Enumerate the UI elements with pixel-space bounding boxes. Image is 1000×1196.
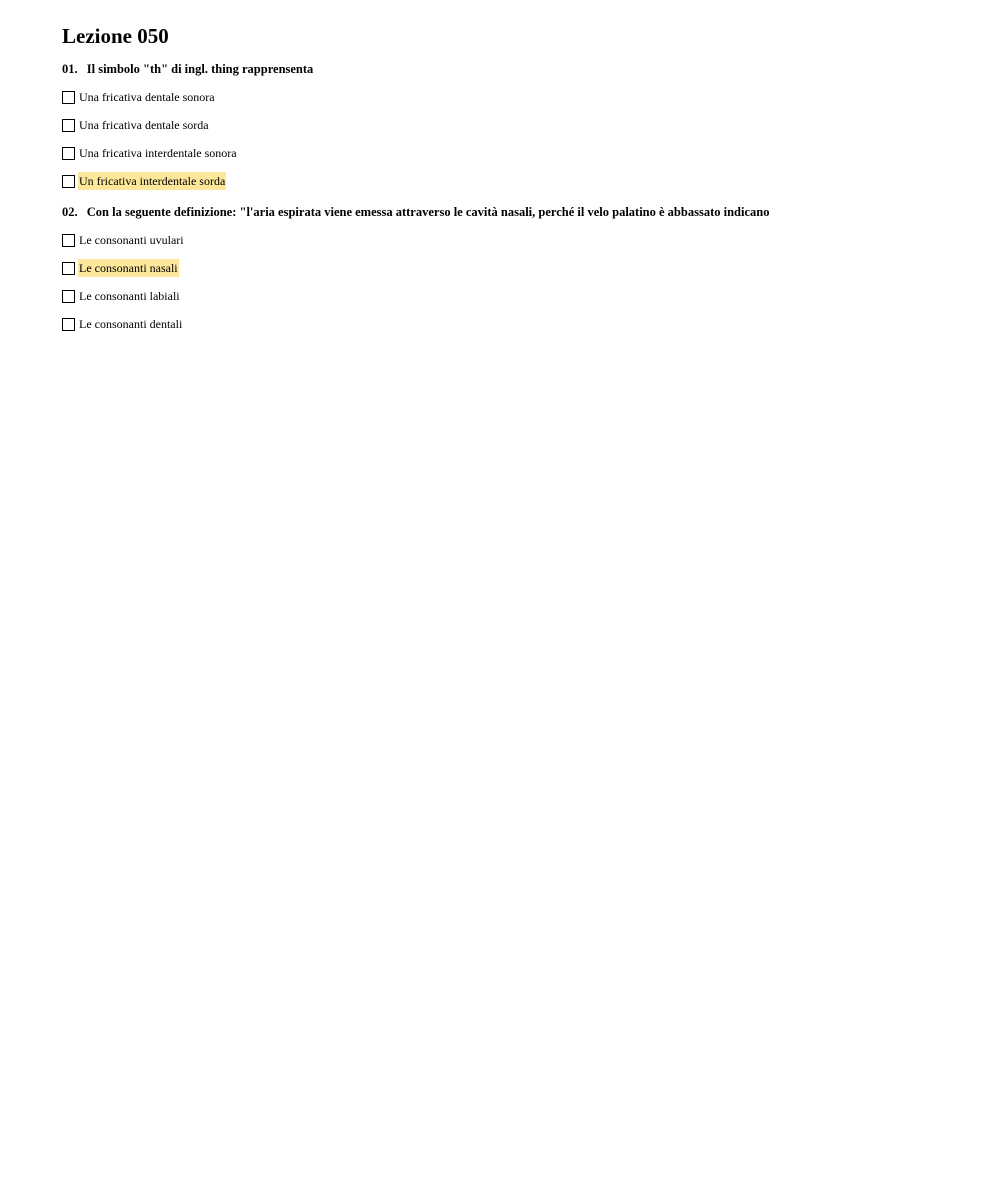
checkbox-icon[interactable] (62, 91, 75, 104)
checkbox-icon[interactable] (62, 147, 75, 160)
question-text: Con la seguente definizione: "l'aria espirata viene emessa attraverso le cavità nasali, perché il velo palatino è abbassato indicano (86, 205, 770, 219)
question-01 (62, 61, 962, 191)
lesson-title: Lezione 050 (62, 24, 169, 48)
answer-option[interactable] (62, 115, 962, 135)
question-heading (62, 61, 962, 77)
answer-label: Una fricativa dentale sorda (79, 118, 209, 132)
answer-label: Una fricativa interdentale sonora (79, 146, 237, 160)
checkbox-icon[interactable] (62, 234, 75, 247)
answer-option[interactable] (62, 87, 962, 107)
answer-label: Le consonanti labiali (79, 289, 180, 303)
checkbox-icon[interactable] (62, 290, 75, 303)
question-heading (62, 204, 962, 220)
answer-label-highlighted: Un fricativa interdentale sorda (79, 174, 226, 188)
question-02 (62, 204, 962, 334)
answer-label-highlighted: Le consonanti nasali (79, 261, 178, 275)
answer-label: Una fricativa dentale sonora (79, 90, 215, 104)
question-text: Il simbolo "th" di ingl. thing rapprensenta (86, 62, 314, 76)
answer-label: Le consonanti uvulari (79, 233, 184, 247)
question-number: 01. (62, 62, 78, 76)
document-page (62, 22, 962, 347)
checkbox-icon[interactable] (62, 262, 75, 275)
checkbox-icon[interactable] (62, 318, 75, 331)
question-number: 02. (62, 205, 78, 219)
answer-option[interactable] (62, 286, 962, 306)
answer-option[interactable] (62, 314, 962, 334)
checkbox-icon[interactable] (62, 175, 75, 188)
answer-option[interactable] (62, 230, 962, 250)
answer-option[interactable] (62, 143, 962, 163)
answer-option[interactable] (62, 258, 962, 278)
answer-option[interactable] (62, 171, 962, 191)
answer-label: Le consonanti dentali (79, 317, 183, 331)
checkbox-icon[interactable] (62, 119, 75, 132)
